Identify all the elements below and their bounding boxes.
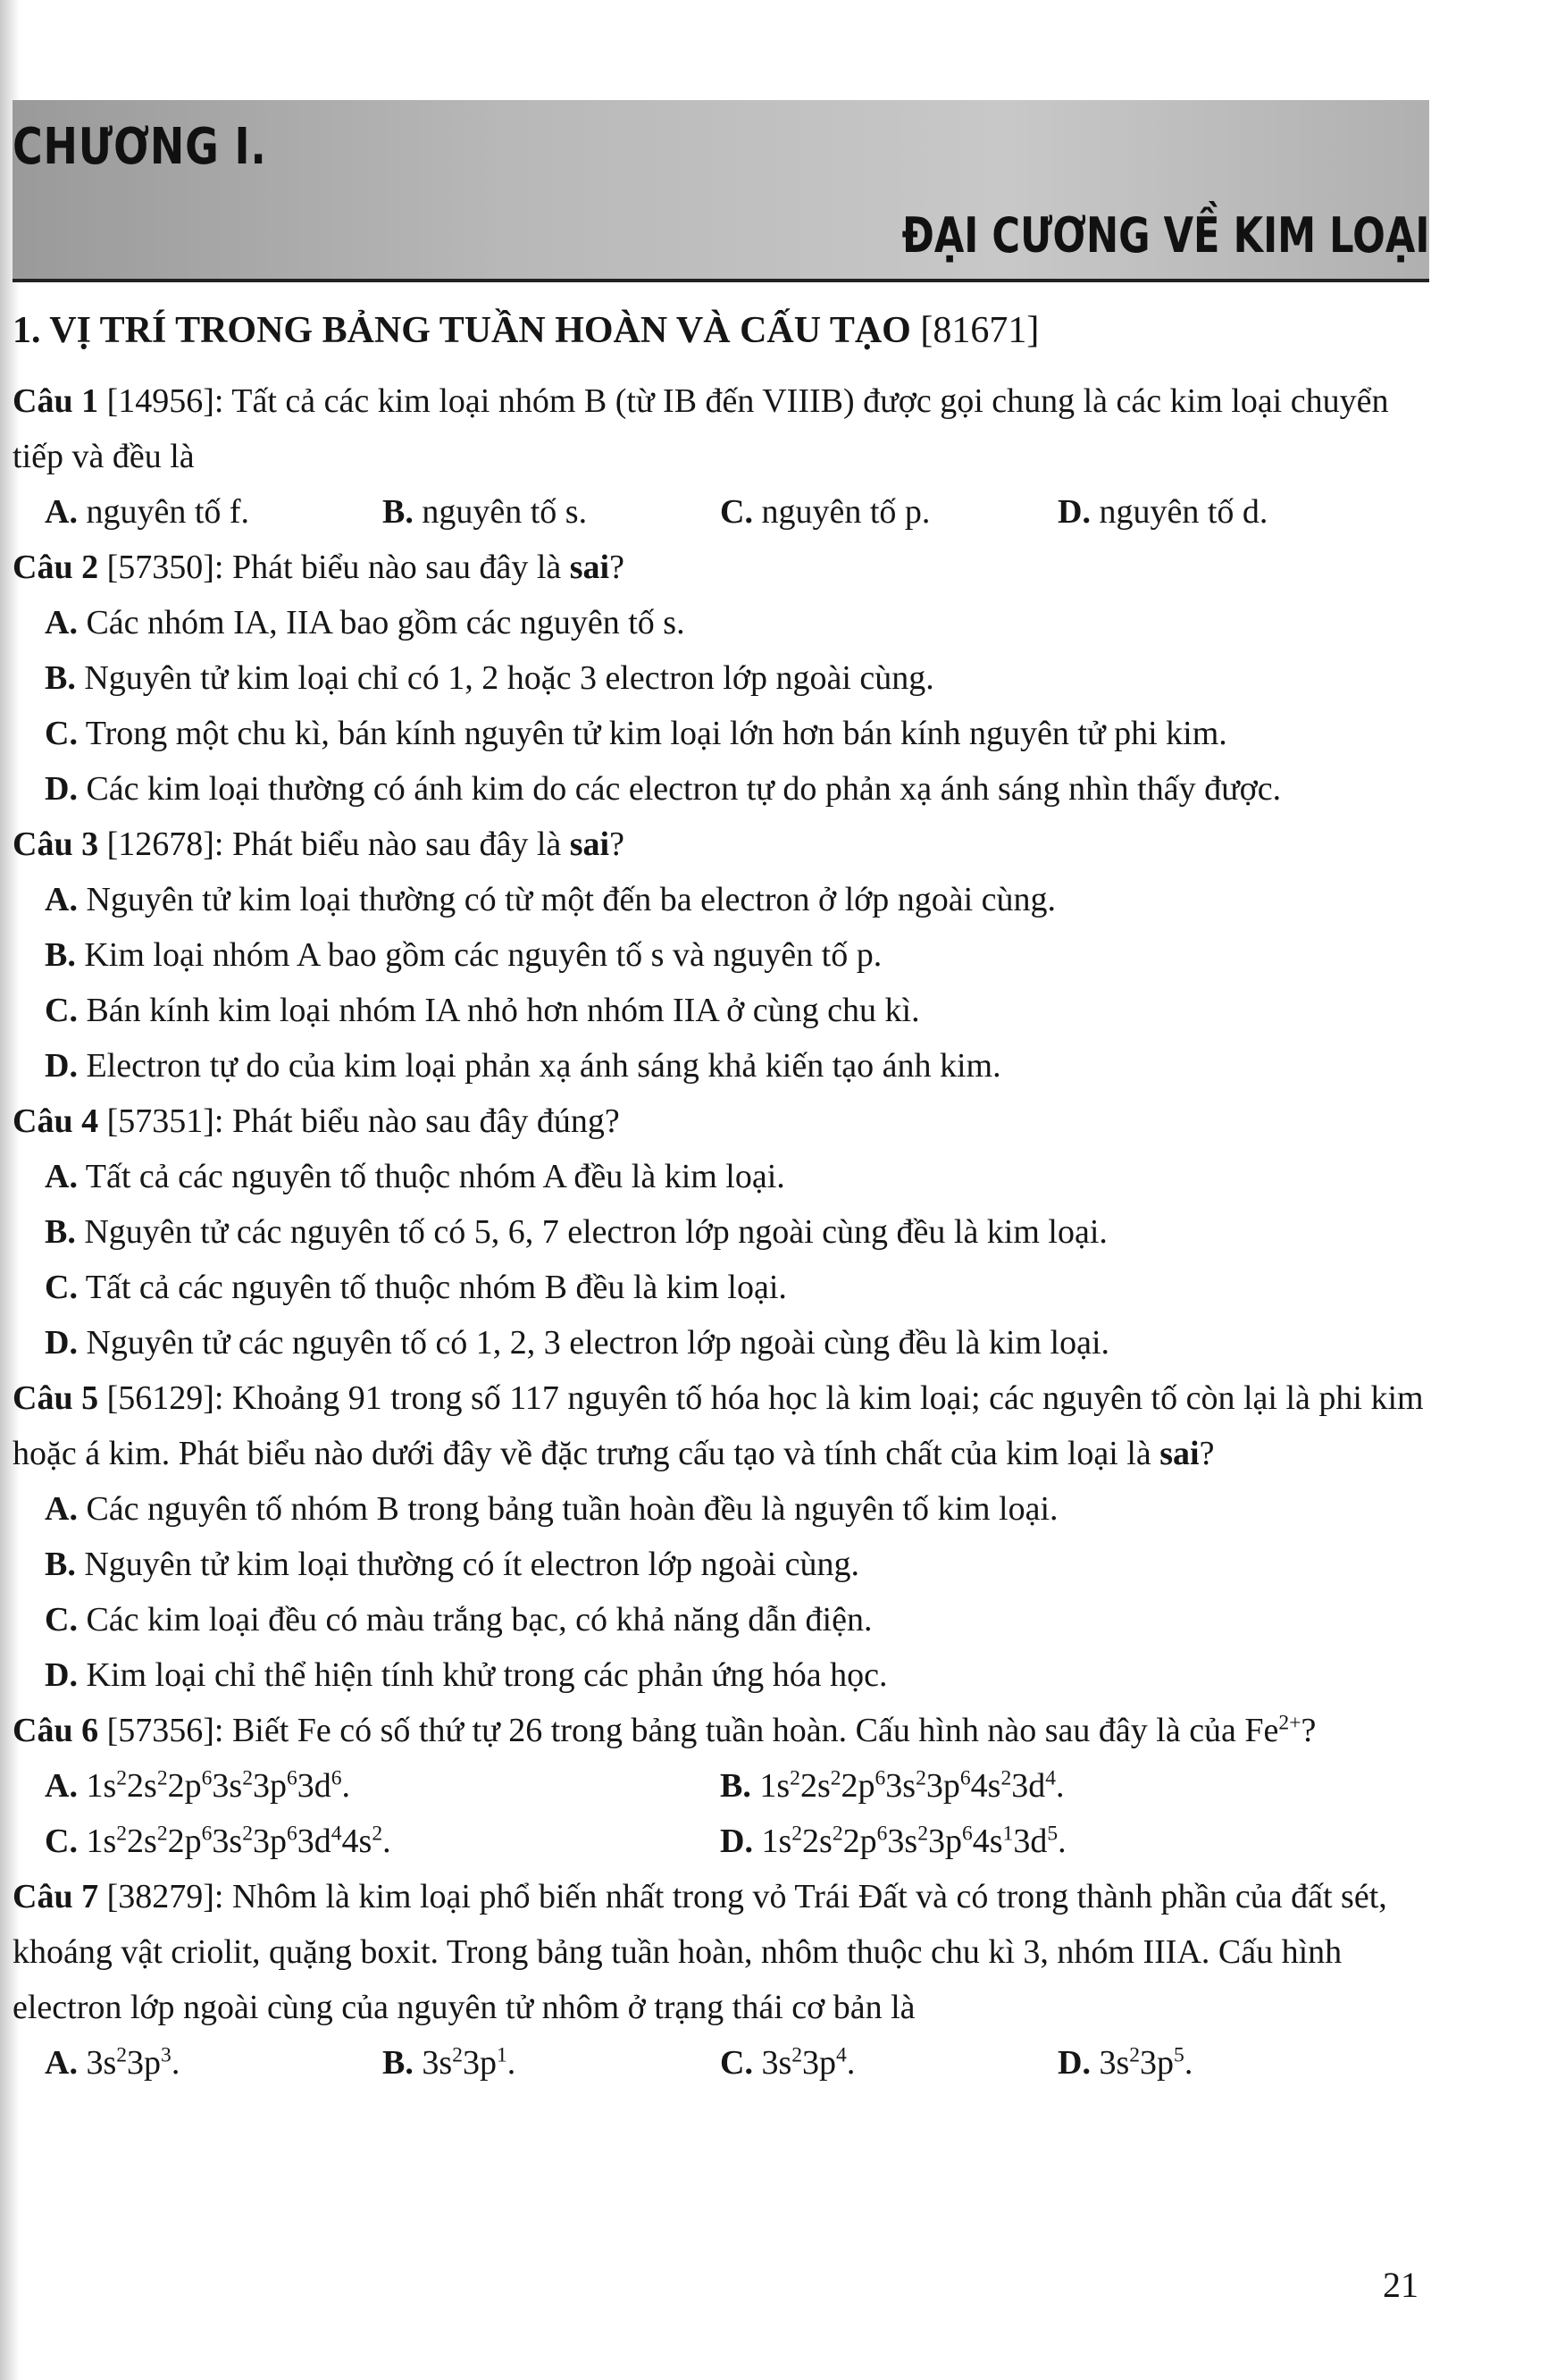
options <box>13 1149 1433 1370</box>
question-7 <box>13 1869 1433 2091</box>
option-b: B. $3s^23p^1$. <box>382 2043 516 2082</box>
question-stem <box>13 373 1433 484</box>
question-text: Khoảng 91 trong số 117 nguyên tố hóa học là kim loại; các nguyên tố còn lại là phi kim hoặc á kim. Phát biểu nào dưới đây về đặc trưng cấu tạo và tính chất của kim loại là <box>13 1379 1424 1472</box>
question-text: Biết Fe có số thứ tự 26 trong bảng tuần hoàn. Cấu hình nào sau đây là của Fe <box>231 1712 1279 1749</box>
option-d: D. Kim loại chỉ thể hiện tính khử trong các phản ứng hóa học. <box>45 1656 888 1694</box>
option-a: A. $3s^23p^3$. <box>45 2043 180 2082</box>
question-6 <box>13 1703 1433 1869</box>
question-text: Phát biểu nào sau đây đúng? <box>231 1102 620 1140</box>
question-number: Câu 6 <box>13 1712 99 1749</box>
option-c: C. Tất cả các nguyên tố thuộc nhóm B đều là kim loại. <box>45 1269 787 1306</box>
question-number: Câu 3 <box>13 825 99 863</box>
option-c: C. Các kim loại đều có màu trắng bạc, có khả năng dẫn điện. <box>45 1601 873 1638</box>
question-number: Câu 7 <box>13 1878 99 1915</box>
question-id: [12678]: <box>106 825 224 863</box>
question-id: [14956]: <box>106 382 224 420</box>
section-code: [81671] <box>920 310 1040 351</box>
question-stem: Câu 3 [12678]: Phát biểu nào sau đây là sai? <box>13 825 624 863</box>
options <box>13 1758 1433 1869</box>
question-stem <box>13 1094 1433 1149</box>
option-a: A. Các nhóm IA, IIA bao gồm các nguyên tố s. <box>45 604 685 641</box>
chapter-label: CHƯƠNG I. <box>13 118 267 176</box>
option-b: B. Nguyên tử kim loại chỉ có 1, 2 hoặc 3 electron lớp ngoài cùng. <box>45 659 934 697</box>
question-text: Phát biểu nào sau đây là <box>231 549 562 586</box>
page-content <box>13 304 1433 2091</box>
question-id: [57350]: <box>106 549 224 586</box>
options <box>13 1481 1433 1703</box>
question-number: Câu 4 <box>13 1102 99 1140</box>
section-title: 1. VỊ TRÍ TRONG BẢNG TUẦN HOÀN VÀ CẤU TẠO <box>13 310 911 351</box>
option-b: B. Nguyên tử kim loại thường có ít electron lớp ngoài cùng. <box>45 1546 859 1583</box>
question-4 <box>13 1094 1433 1370</box>
option-b: B. Nguyên tử các nguyên tố có 5, 6, 7 electron lớp ngoài cùng đều là kim loại. <box>45 1213 1108 1251</box>
page-number: 21 <box>1383 2265 1419 2305</box>
option-d: D. $1s^22s^22p^63s^23p^64s^13d^5$. <box>720 1822 1067 1860</box>
option-b: B. $1s^22s^22p^63s^23p^64s^23d^4$. <box>720 1766 1065 1805</box>
option-a: A. nguyên tố f. <box>45 493 250 531</box>
option-d: D. $3s^23p^5$. <box>1058 2043 1193 2082</box>
option-a: A. $1s^22s^22p^63s^23p^63d^6$. <box>45 1766 351 1805</box>
option-d: D. nguyên tố d. <box>1058 493 1268 531</box>
question-5 <box>13 1370 1433 1703</box>
question-number: Câu 2 <box>13 549 99 586</box>
option-b: B. Kim loại nhóm A bao gồm các nguyên tố s và nguyên tố p. <box>45 936 883 974</box>
option-c: C. Trong một chu kì, bán kính nguyên tử kim loại lớn hơn bán kính nguyên tử phi kim. <box>45 715 1227 752</box>
chapter-banner <box>13 100 1429 282</box>
options <box>13 484 1433 540</box>
question-1 <box>13 373 1433 540</box>
section-heading <box>13 304 1433 357</box>
question-number: Câu 5 <box>13 1379 99 1417</box>
options <box>13 2035 1433 2091</box>
options <box>13 872 1433 1094</box>
question-text: Nhôm là kim loại phổ biến nhất trong vỏ Trái Đất và có trong thành phần của đất sét, khoáng vật criolit, quặng boxit. Trong bảng tuần hoàn, nhôm thuộc chu kì 3, nhóm IIIA. Cấu hình electron lớp ngoài cùng của nguyên tử nhôm ở trạng thái cơ bản là <box>13 1878 1387 2026</box>
question-2 <box>13 540 1433 817</box>
option-a: A. Các nguyên tố nhóm B trong bảng tuần hoàn đều là nguyên tố kim loại. <box>45 1490 1059 1528</box>
option-c: C. $3s^23p^4$. <box>720 2043 856 2082</box>
question-id: [38279]: <box>106 1878 224 1915</box>
question-stem: Câu 5 [56129]: Khoảng 91 trong số 117 nguyên tố hóa học là kim loại; các nguyên tố còn lại là phi kim hoặc á kim. Phát biểu nào dưới đây về đặc trưng cấu tạo và tính chất của kim loại là sai? <box>13 1379 1424 1472</box>
option-a: A. Tất cả các nguyên tố thuộc nhóm A đều là kim loại. <box>45 1158 785 1195</box>
option-a: A. Nguyên tử kim loại thường có từ một đến ba electron ở lớp ngoài cùng. <box>45 881 1057 918</box>
question-text: Tất cả các kim loại nhóm B (từ IB đến VIIIB) được gọi chung là các kim loại chuyển tiếp và đều là <box>13 382 1389 475</box>
question-3 <box>13 817 1433 1094</box>
option-d: D. Electron tự do của kim loại phản xạ ánh sáng khả kiến tạo ánh kim. <box>45 1047 1001 1085</box>
option-c: C. $1s^22s^22p^63s^23p^63d^44s^2$. <box>45 1822 391 1860</box>
option-d: D. Các kim loại thường có ánh kim do các electron tự do phản xạ ánh sáng nhìn thấy được. <box>45 770 1282 808</box>
chapter-title: ĐẠI CƯƠNG VỀ KIM LOẠI <box>901 207 1429 264</box>
option-b: B. nguyên tố s. <box>382 493 588 531</box>
question-id: [57351]: <box>106 1102 224 1140</box>
question-text: Phát biểu nào sau đây là <box>231 825 562 863</box>
question-stem: Câu 2 [57350]: Phát biểu nào sau đây là sai? <box>13 549 624 586</box>
options <box>13 595 1433 817</box>
option-c: C. Bán kính kim loại nhóm IA nhỏ hơn nhóm IIA ở cùng chu kì. <box>45 992 920 1029</box>
question-id: [56129]: <box>106 1379 224 1417</box>
question-id: [57356]: <box>106 1712 224 1749</box>
question-stem <box>13 1869 1433 2035</box>
question-stem: Câu 6 [57356]: Biết Fe có số thứ tự 26 trong bảng tuần hoàn. Cấu hình nào sau đây là của $Fe^{2+}$? <box>13 1711 1317 1749</box>
question-number: Câu 1 <box>13 382 99 420</box>
option-d: D. Nguyên tử các nguyên tố có 1, 2, 3 electron lớp ngoài cùng đều là kim loại. <box>45 1324 1110 1362</box>
option-c: C. nguyên tố p. <box>720 493 931 531</box>
